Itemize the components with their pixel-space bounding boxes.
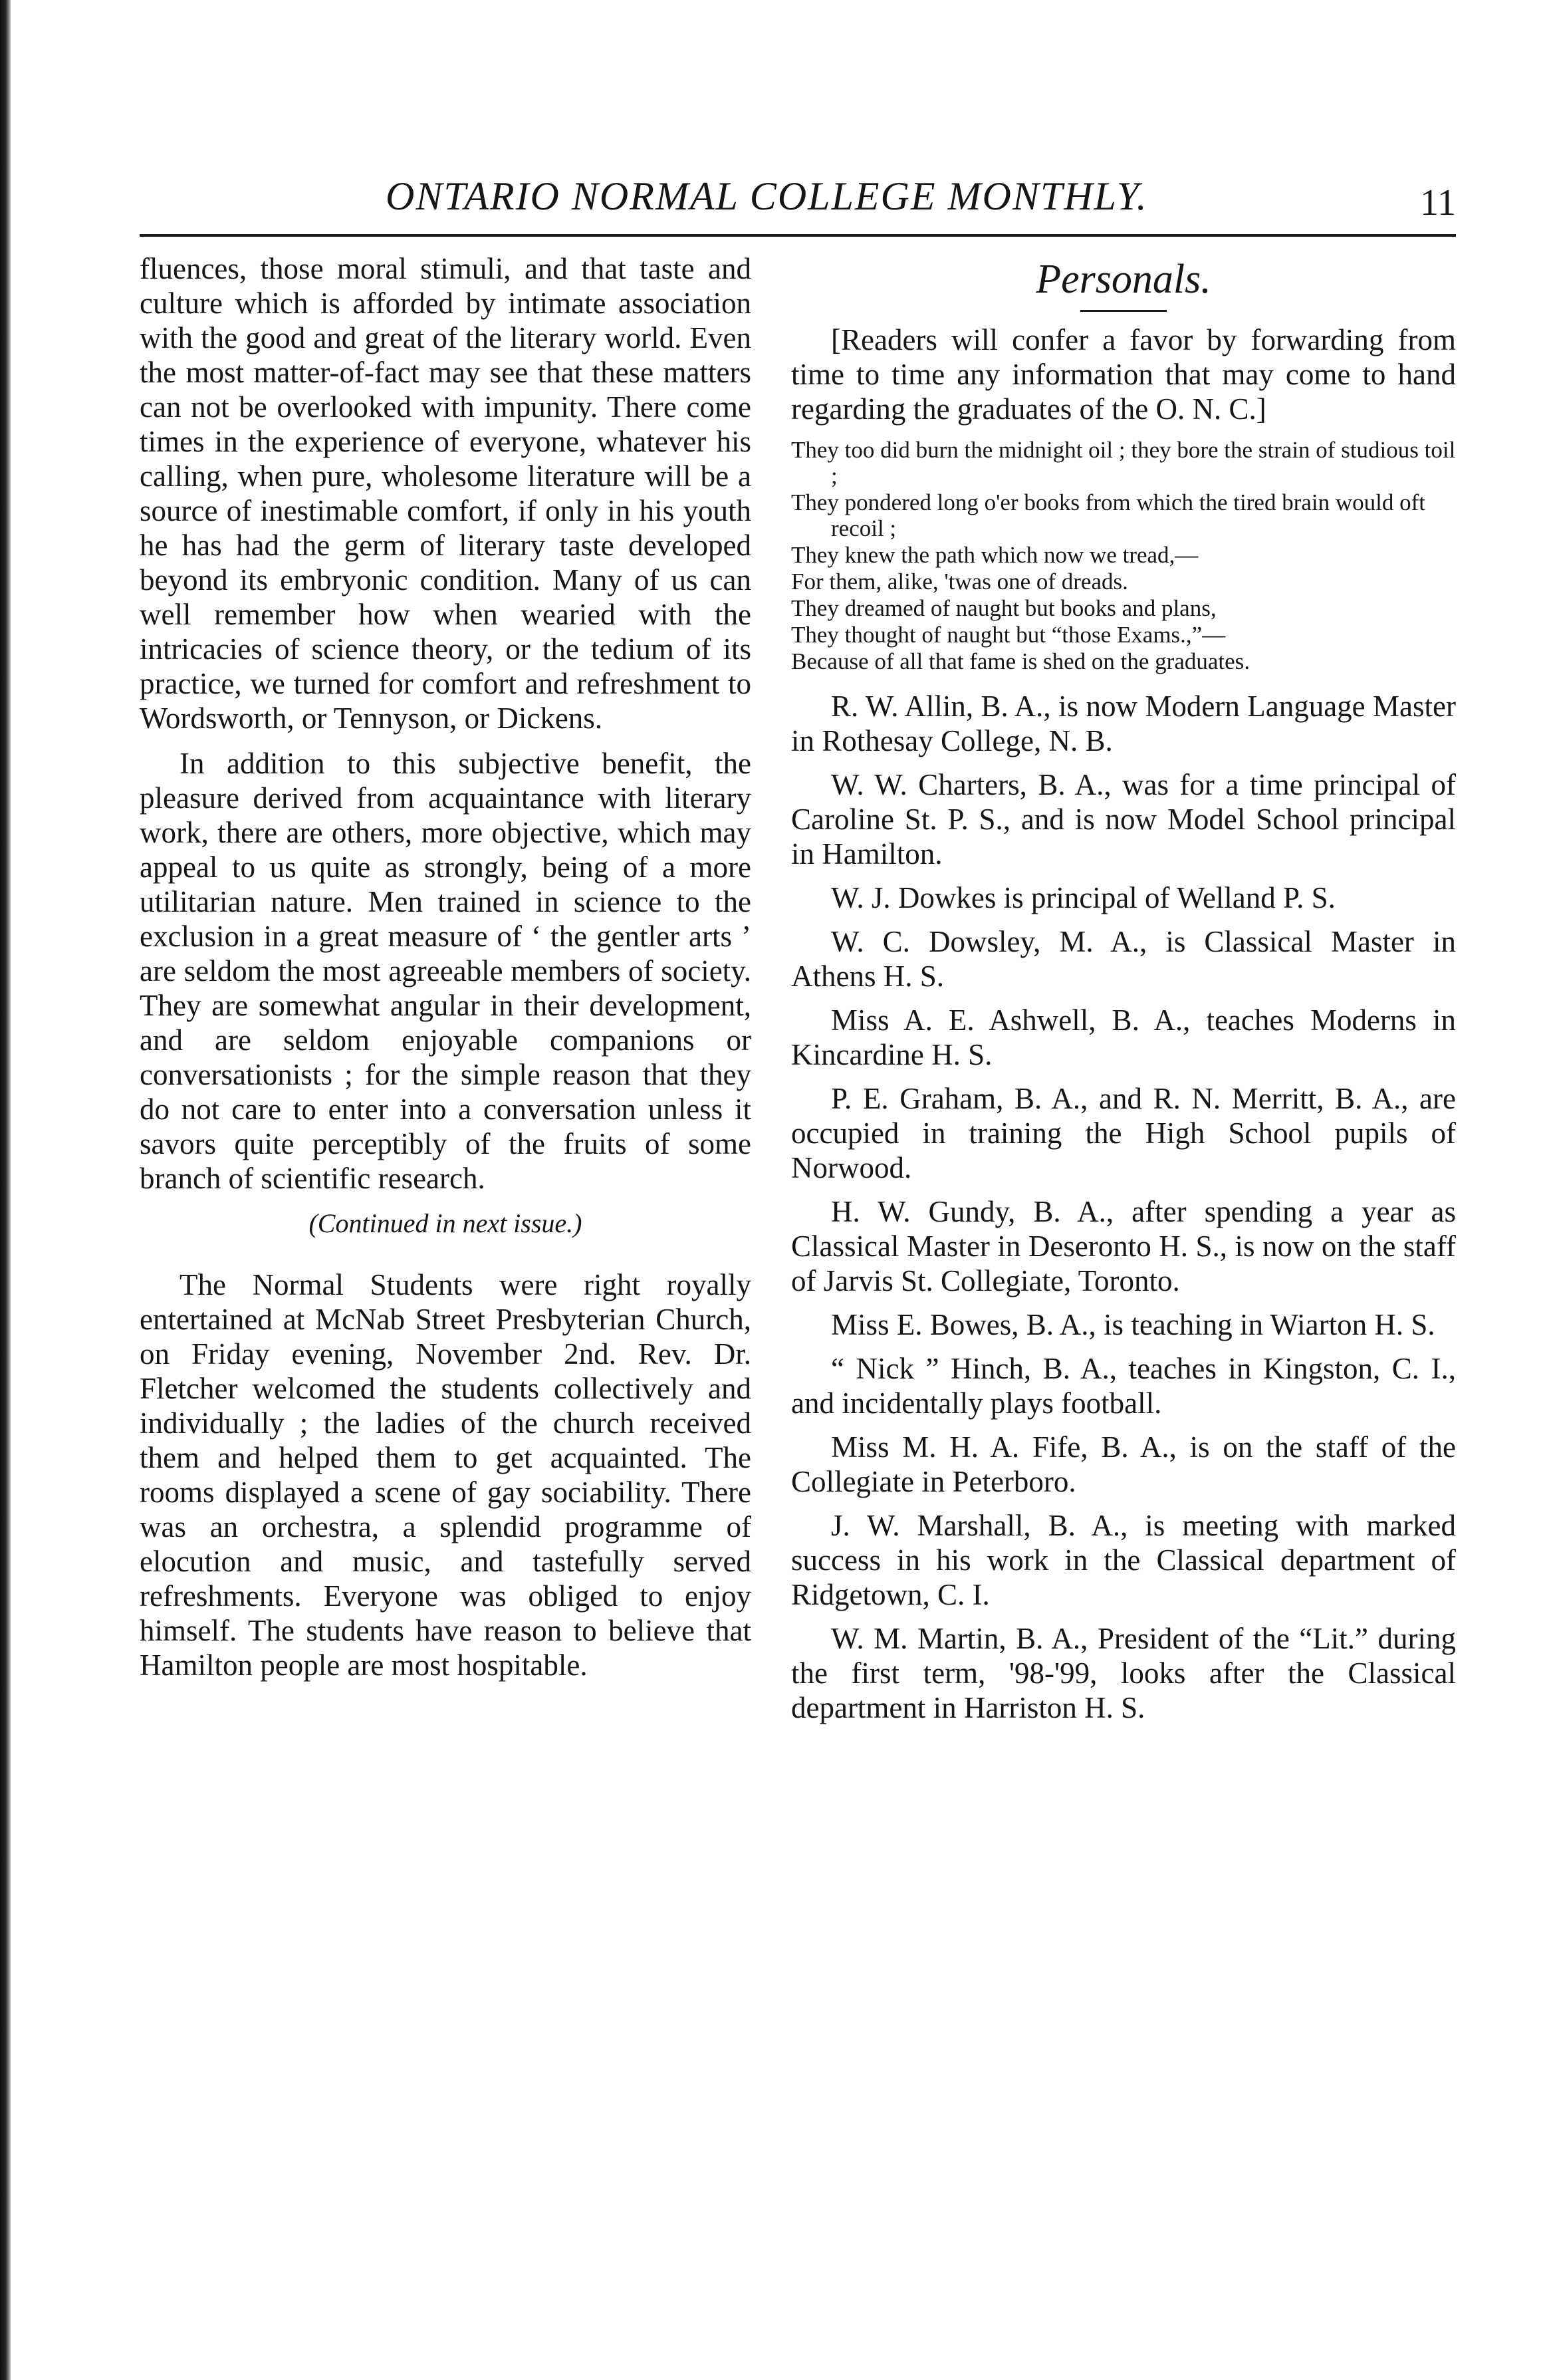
personal-item: “ Nick ” Hinch, B. A., teaches in Kingston, C. I., and incidentally plays football. — [791, 1352, 1456, 1420]
heading-rule — [1080, 310, 1167, 312]
personal-item: W. C. Dowsley, M. A., is Classical Master in Athens H. S. — [791, 925, 1456, 993]
poem-line: They knew the path which now we tread,— — [791, 542, 1199, 568]
article-paragraph: fluences, those moral stimuli, and that taste and culture which is afforded by intimate association with the good and great of the literary world. Even the most matter-of-fact may see that these matters can not be overlooked with impunity. There come times in the experience of everyone, whatever his calling, when pure, wholesome literature will be a source of inestimable comfort, if only in his youth he has had the germ of literary taste developed beyond its embryonic condition. Many of us can well remember how when wearied with the intricacies of science theory, or the tedium of its practice, we turned for comfort and refreshment to Wordsworth, or Tennyson, or Dickens. — [140, 252, 751, 735]
personal-item: W. J. Dowkes is principal of Welland P. S. — [831, 881, 1336, 914]
article-paragraph: In addition to this subjective benefit, the pleasure derived from acquaintance with literary work, there are others, more objective, which may appeal to us quite as strongly, being of a more utilitarian nature. Men trained in science to the exclusion in a great measure of ‘ the gentler arts ’ are seldom the most agreeable members of society. They are somewhat angular in their development, and are seldom enjoyable companions or conversationists ; for the simple reason that they do not care to enter into a conversation unless it savors quite perceptibly of the fruits of some branch of scientific research. — [140, 747, 751, 1195]
poem-line: They thought of naught but “those Exams.,”— — [791, 622, 1226, 648]
personal-item: Miss E. Bowes, B. A., is teaching in Wiarton H. S. — [831, 1308, 1435, 1341]
left-column — [140, 251, 751, 1693]
poem-line: They dreamed of naught but books and plans, — [791, 595, 1217, 621]
personal-item: J. W. Marshall, B. A., is meeting with marked success in his work in the Classical department of Ridgetown, C. I. — [791, 1509, 1456, 1611]
personal-item: W. M. Martin, B. A., President of the “Lit.” during the first term, '98-'99, looks after the Classical department in Harriston H. S. — [791, 1622, 1456, 1724]
page-header — [140, 166, 1456, 226]
personal-item: H. W. Gundy, B. A., after spending a year as Classical Master in Deseronto H. S., is now on the staff of Jarvis St. Collegiate, Toronto. — [791, 1195, 1456, 1297]
poem-line: They pondered long o'er books from which the tired brain would oft recoil ; — [791, 489, 1425, 541]
book-spine-edge — [0, 0, 11, 2380]
continued-note: (Continued in next issue.) — [308, 1208, 582, 1238]
section-heading: Personals. — [1036, 257, 1211, 302]
poem-line: Because of all that fame is shed on the graduates. — [791, 648, 1250, 674]
right-column — [791, 251, 1456, 1734]
personal-item: R. W. Allin, B. A., is now Modern Language Master in Rothesay College, N. B. — [791, 690, 1456, 757]
personal-item: Miss M. H. A. Fife, B. A., is on the staff of the Collegiate in Peterboro. — [791, 1430, 1456, 1498]
running-title: ONTARIO NORMAL COLLEGE MONTHLY. — [386, 174, 1148, 218]
page-number: 11 — [1420, 182, 1456, 223]
article-paragraph: The Normal Students were right royally entertained at McNab Street Presbyterian Church, on Friday evening, November 2nd. Rev. Dr. Fletcher welcomed the students collectively and individually ; the ladies of the church received them and helped them to get acquainted. The rooms displayed a scene of gay sociability. There was an orchestra, a splendid programme of elocution and music, and tastefully served refreshments. Everyone was obliged to enjoy himself. The students have reason to believe that Hamilton people are most hospitable. — [140, 1268, 751, 1682]
poem-line: For them, alike, 'twas one of dreads. — [791, 569, 1128, 595]
poem-line: They too did burn the midnight oil ; they bore the strain of studious toil ; — [791, 437, 1456, 489]
poem — [791, 437, 1456, 674]
personal-item: P. E. Graham, B. A., and R. N. Merritt, B. A., are occupied in training the High School pupils of Norwood. — [791, 1082, 1456, 1184]
section-intro: [Readers will confer a favor by forwarding from time to time any information that may come to hand regarding the graduates of the O. N. C.] — [791, 323, 1456, 426]
personal-item: W. W. Charters, B. A., was for a time principal of Caroline St. P. S., and is now Model School principal in Hamilton. — [791, 768, 1456, 870]
header-rule — [140, 234, 1456, 237]
personal-item: Miss A. E. Ashwell, B. A., teaches Moderns in Kincardine H. S. — [791, 1003, 1456, 1071]
